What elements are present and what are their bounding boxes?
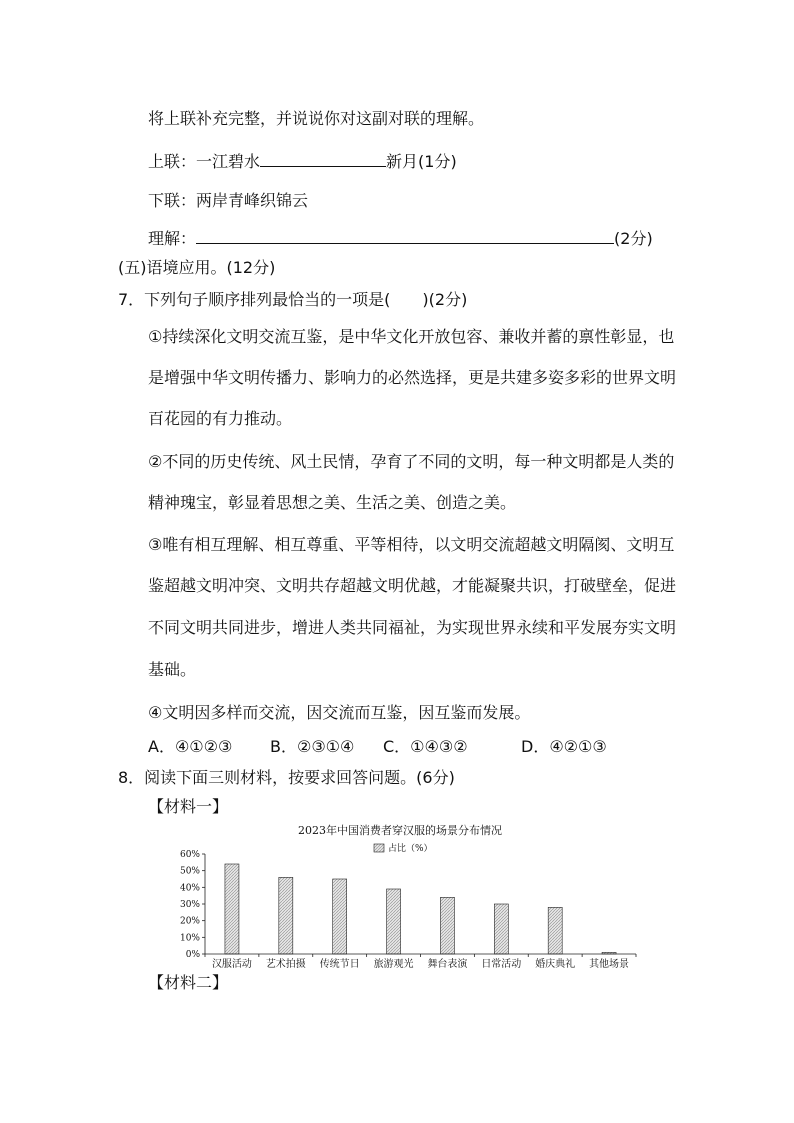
sentence-2-line: ②不同的历史传统、风土民情，孕育了不同的文明，每一种文明都是人类的 [148, 452, 675, 471]
y-tick-label: 20% [179, 916, 200, 927]
couplet-upper-blank[interactable] [260, 150, 386, 167]
option-c[interactable]: C．①④③② [383, 737, 468, 756]
legend-swatch [374, 844, 384, 852]
option-b[interactable]: B．②③①④ [270, 737, 355, 756]
x-tick-label: 艺术拍摄 [265, 959, 306, 970]
x-tick-label: 婚庆典礼 [535, 959, 576, 970]
sentence-3-line: 基础。 [148, 660, 197, 679]
bar [387, 889, 401, 954]
sentence-3-line: 鉴超越文明冲突、文明共存超越文明优越，才能凝聚共识，打破壁垒，促进 [148, 576, 677, 595]
sentence-1-line: 百花园的有力推动。 [148, 409, 293, 428]
option-d[interactable]: D．④②①③ [521, 737, 607, 756]
x-tick-label: 日常活动 [481, 959, 522, 970]
y-tick-label: 30% [179, 900, 200, 910]
material-2-label: 【材料二】 [148, 973, 229, 992]
sentence-3-line: ③唯有相互理解、相互尊重、平等相待，以文明交流超越文明隔阂、文明互 [148, 535, 675, 554]
understanding-label: 理解： [148, 229, 197, 248]
y-tick-label: 40% [179, 883, 200, 894]
y-tick-label: 10% [179, 933, 200, 944]
y-tick-label: 60% [179, 850, 200, 860]
couplet-lower: 下联：两岸青峰织锦云 [148, 191, 309, 210]
x-tick-label: 旅游观光 [373, 959, 414, 970]
x-tick-label: 其他场景 [589, 959, 630, 970]
q6-instruction: 将上联补充完整，并说说你对这副对联的理解。 [148, 109, 485, 128]
sentence-2-line: 精神瑰宝，彰显着思想之美、生活之美、创造之美。 [148, 493, 517, 512]
bar [279, 877, 293, 954]
chart-title: 2023年中国消费者穿汉服的场景分布情况 [298, 824, 502, 837]
x-tick-label: 舞台表演 [427, 959, 468, 970]
understanding-blank[interactable] [196, 227, 614, 244]
x-tick-label: 汉服活动 [211, 959, 252, 970]
y-tick-label: 50% [179, 866, 200, 877]
legend-label: 占比（%） [388, 844, 433, 854]
sentence-1-line: 是增强中华文明传播力、影响力的必然选择，更是共建多姿多彩的世界文明 [148, 368, 677, 387]
bar [440, 897, 454, 954]
y-axis [180, 850, 205, 960]
x-axis [205, 954, 636, 970]
q7-stem: 7．下列句子顺序排列最恰当的一项是( )(2分) [118, 290, 468, 309]
sentence-4: ④文明因多样而交流，因交流而互鉴，因互鉴而发展。 [148, 703, 531, 722]
x-tick-label: 传统节日 [319, 959, 360, 970]
q8-stem: 8．阅读下面三则材料，按要求回答问题。(6分) [118, 768, 455, 787]
bar [494, 904, 508, 954]
material-1-label: 【材料一】 [148, 797, 229, 816]
section-heading: (五)语境应用。(12分) [118, 258, 276, 277]
y-tick-label: 0% [185, 950, 200, 960]
couplet-upper-prefix: 上联：一江碧水 [148, 152, 261, 171]
couplet-upper [148, 150, 457, 172]
option-a[interactable]: A．④①②③ [148, 737, 233, 756]
understanding-row [148, 227, 653, 249]
understanding-score: (2分) [614, 229, 653, 248]
sentence-1-line: ①持续深化文明交流互鉴，是中华文化开放包容、兼收并蓄的禀性彰显，也 [148, 327, 675, 346]
bar [333, 879, 347, 954]
bars [225, 864, 616, 954]
bar [548, 907, 562, 954]
bar-chart [0, 835, 794, 985]
bar [225, 864, 239, 954]
sentence-3-line: 不同文明共同进步，增进人类共同福祉，为实现世界永续和平发展夯实文明 [148, 618, 677, 637]
chart-legend [374, 842, 433, 854]
couplet-upper-suffix: 新月(1分) [386, 152, 457, 171]
